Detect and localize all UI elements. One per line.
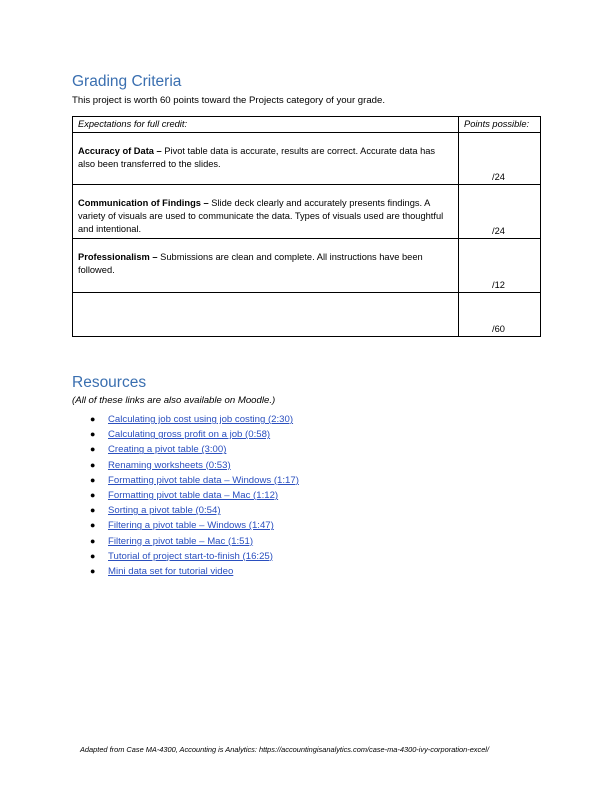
- resources-note: (All of these links are also available on Moodle.): [72, 395, 276, 406]
- bullet-icon: ●: [90, 444, 96, 455]
- list-item: [90, 564, 299, 579]
- criterion-text: Pivot table data is accurate, results are correct. Accurate data has also been transferred to the slides.: [78, 146, 436, 169]
- expectations-header: Expectations for full credit:: [73, 117, 459, 133]
- criterion-label: Accuracy of Data –: [78, 146, 162, 156]
- footer-attribution: Adapted from Case MA-4300, Accounting is Analytics: https://accountingisanalytics.com/case-ma-4300-ivy-corporation-excel/: [80, 745, 489, 754]
- criterion-text: Submissions are clean and complete. All instructions have been followed.: [78, 252, 423, 275]
- criterion-label: Communication of Findings –: [78, 198, 209, 208]
- points-cell: /24: [459, 133, 541, 185]
- grading-criteria-heading: Grading Criteria: [72, 73, 182, 90]
- table-row: [73, 293, 541, 337]
- resource-link[interactable]: Calculating job cost using job costing (2:30): [108, 414, 294, 425]
- resource-link[interactable]: Formatting pivot table data – Windows (1:17): [108, 474, 299, 486]
- criterion-text: Slide deck clearly and accurately presents findings. A variety of visuals are used to communicate the data. Types of visuals used are thoughtful and intentional.: [78, 198, 444, 234]
- list-item: [90, 518, 299, 533]
- list-item: [90, 534, 299, 549]
- points-cell: /12: [459, 239, 541, 293]
- bullet-icon: ●: [90, 550, 96, 561]
- bullet-icon: ●: [90, 505, 96, 516]
- bullet-icon: ●: [90, 474, 96, 485]
- table-row: [73, 239, 541, 293]
- grading-table: [72, 116, 541, 337]
- list-item: [90, 442, 299, 457]
- bullet-icon: ●: [90, 459, 96, 470]
- table-row: [73, 133, 541, 185]
- list-item: [90, 427, 299, 442]
- grading-intro: This project is worth 60 points toward the Projects category of your grade.: [72, 95, 386, 106]
- list-item: [90, 549, 299, 564]
- criterion-cell: [73, 185, 459, 239]
- resource-link[interactable]: Renaming worksheets (0:53): [108, 459, 231, 471]
- points-header: Points possible:: [459, 117, 541, 133]
- resource-link[interactable]: Sorting a pivot table (0:54): [108, 505, 221, 517]
- criterion-cell: [73, 239, 459, 293]
- resource-link[interactable]: Filtering a pivot table – Windows (1:47): [108, 520, 274, 532]
- resource-link[interactable]: Calculating gross profit on a job (0:58): [108, 429, 271, 441]
- resource-link[interactable]: Mini data set for tutorial video: [108, 565, 234, 577]
- table-row: [73, 185, 541, 239]
- resource-link[interactable]: Creating a pivot table (3:00): [108, 444, 227, 456]
- bullet-icon: ●: [90, 489, 96, 500]
- bullet-icon: ●: [90, 565, 96, 576]
- total-points-cell: /60: [459, 293, 541, 337]
- list-item: [90, 503, 299, 518]
- list-item: [90, 458, 299, 473]
- resource-link[interactable]: Formatting pivot table data – Mac (1:12): [108, 489, 279, 501]
- points-cell: /24: [459, 185, 541, 239]
- bullet-icon: ●: [90, 414, 96, 424]
- list-item: [90, 488, 299, 503]
- criterion-cell: [73, 133, 459, 185]
- criterion-label: Professionalism –: [78, 252, 158, 262]
- bullet-icon: ●: [90, 535, 96, 546]
- list-item: [90, 473, 299, 488]
- bullet-icon: ●: [90, 429, 96, 440]
- total-label-cell: [73, 293, 459, 337]
- resource-links-list: [90, 412, 299, 579]
- resource-link[interactable]: Tutorial of project start-to-finish (16:25): [108, 550, 273, 562]
- resource-link[interactable]: Filtering a pivot table – Mac (1:51): [108, 535, 254, 547]
- resources-heading: Resources: [72, 374, 147, 391]
- list-item: [90, 412, 299, 427]
- bullet-icon: ●: [90, 520, 96, 531]
